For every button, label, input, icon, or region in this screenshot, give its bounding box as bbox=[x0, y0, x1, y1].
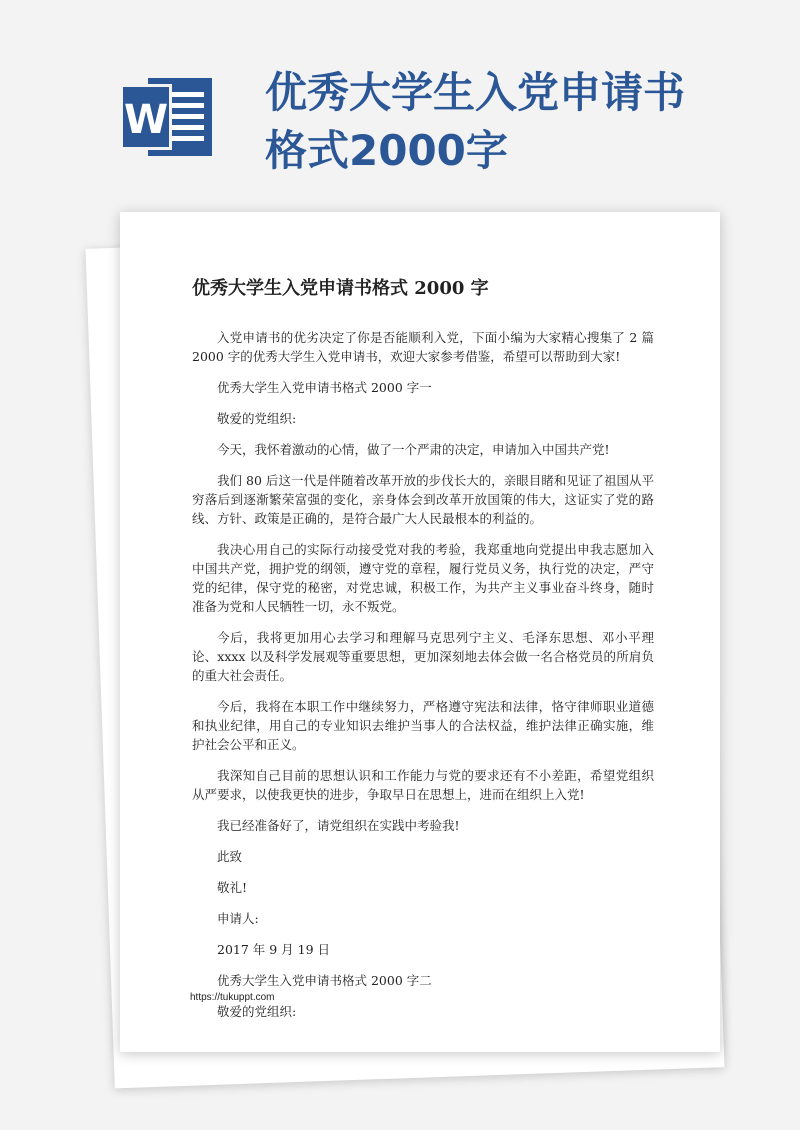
paragraph: 我深知自己目前的思想认识和工作能力与党的要求还有不小差距，希望党组织从严要求，以使我更快的进步，争取早日在思想上，进而在组织上入党! bbox=[192, 768, 654, 802]
document-content bbox=[192, 276, 654, 1033]
paragraph: 今后，我将在本职工作中继续努力，严格遵守宪法和法律，恪守律师职业道德和执业纪律，用自己的专业知识去维护当事人的合法权益，维护法律正确实施，维护社会公平和正义。 bbox=[192, 699, 654, 752]
paragraph: 申请人: bbox=[217, 911, 259, 926]
paragraph: 我们 80 后这一代是伴随着改革开放的步伐长大的，亲眼目睹和见证了祖国从平穷落后到逐渐繁荣富强的变化，亲身体会到改革开放国策的伟大，这证实了党的路线、方针、政策是正确的，是符合最广大人民最根本的利益的。 bbox=[192, 473, 654, 526]
paragraph: 今天，我怀着激动的心情，做了一个严肃的决定，申请加入中国共产党! bbox=[217, 442, 610, 457]
paragraph: 入党申请书的优劣决定了你是否能顺利入党，下面小编为大家精心搜集了 2 篇 2000 字的优秀大学生入党申请书，欢迎大家参考借鉴，希望可以帮助到大家! bbox=[192, 330, 654, 364]
paragraph: 敬礼! bbox=[217, 880, 248, 895]
page-title: 优秀大学生入党申请书格式2000字 bbox=[265, 68, 686, 175]
paragraph: 敬爱的党组织: bbox=[217, 1004, 297, 1019]
paragraph: 优秀大学生入党申请书格式 2000 字二 bbox=[217, 973, 432, 988]
paragraph: 优秀大学生入党申请书格式 2000 字一 bbox=[217, 380, 432, 395]
word-document-icon bbox=[120, 78, 212, 156]
word-icon-badge: W bbox=[120, 84, 172, 150]
paragraph: 今后，我将更加用心去学习和理解马克思列宁主义、毛泽东思想、邓小平理论、xxxx 以及科学发展观等重要思想，更加深刻地去体会做一名合格党员的所肩负的重大社会责任。 bbox=[192, 630, 654, 683]
document-heading: 优秀大学生入党申请书格式 2000 字 bbox=[192, 278, 489, 299]
word-icon-lines bbox=[170, 92, 204, 147]
paragraph: 我已经准备好了，请党组织在实践中考验我! bbox=[217, 818, 460, 833]
paragraph: 2017 年 9 月 19 日 bbox=[217, 942, 331, 957]
paragraph: 敬爱的党组织: bbox=[217, 411, 297, 426]
paragraph: 此致 bbox=[217, 849, 243, 864]
document-page bbox=[120, 212, 720, 1052]
footer-url: https://tukuppt.com bbox=[190, 992, 275, 1003]
paragraph: 我决心用自己的实际行动接受党对我的考验，我郑重地向党提出申我志愿加入中国共产党，拥护党的纲领，遵守党的章程，履行党员义务，执行党的决定，严守党的纪律，保守党的秘密，对党忠诚，积极工作，为共产主义事业奋斗终身，随时准备为党和人民牺牲一切，永不叛党。 bbox=[192, 542, 654, 614]
